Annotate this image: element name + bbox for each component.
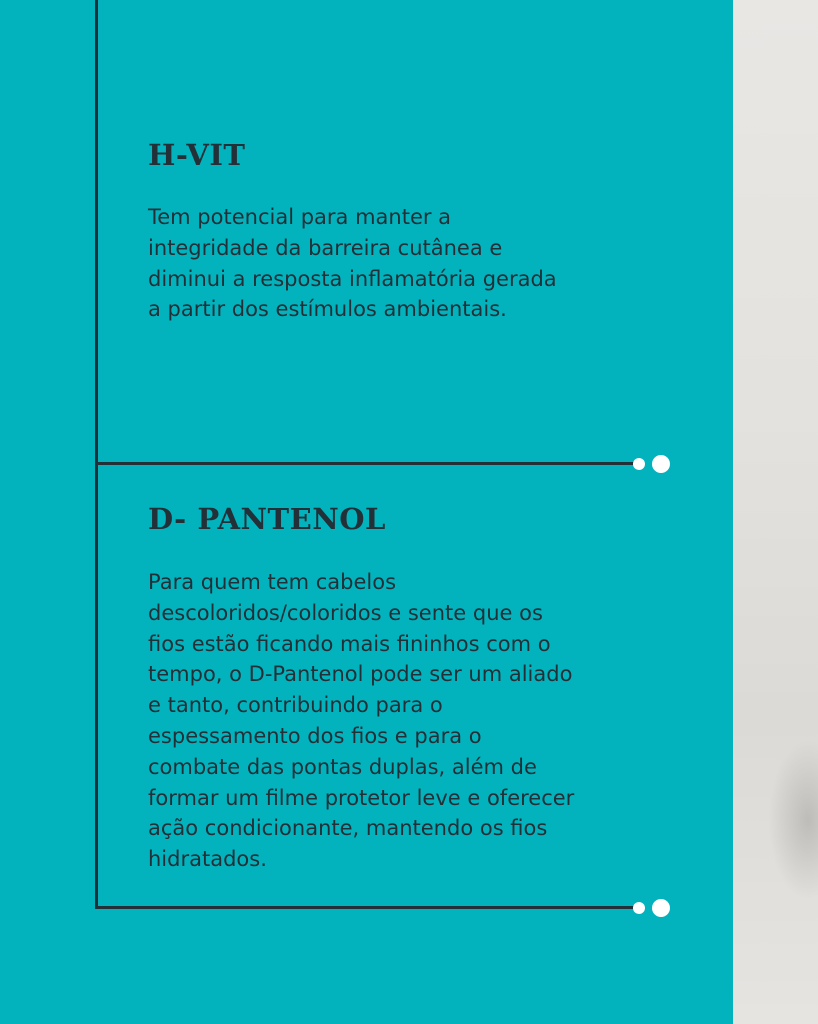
text-line: descoloridos/coloridos e sente que os <box>148 600 543 625</box>
section-divider-line <box>95 906 635 909</box>
text-line: hidratados. <box>148 847 267 872</box>
text-line: tempo, o D-Pantenol pode ser um aliado <box>148 662 573 687</box>
text-line: integridade da barreira cutânea e <box>148 235 503 260</box>
dot-icon <box>652 455 670 473</box>
section-title-d-pantenol: D- PANTENOL <box>148 502 386 536</box>
text-line: e tanto, contribuindo para o <box>148 693 443 718</box>
photo-shadow <box>768 740 818 900</box>
text-line: diminui a resposta inflamatória gerada <box>148 266 557 291</box>
section-text-h-vit <box>148 202 557 325</box>
text-line: combate das pontas duplas, além de <box>148 754 537 779</box>
text-line: a partir dos estímulos ambientais. <box>148 297 507 322</box>
background-photo-strip <box>733 0 818 1024</box>
text-line: Tem potencial para manter a <box>148 205 452 229</box>
text-line: Para quem tem cabelos <box>148 570 397 594</box>
section-text-d-pantenol <box>148 567 574 875</box>
dot-icon <box>633 902 645 914</box>
timeline-vertical-line <box>95 0 98 909</box>
text-line: espessamento dos fios e para o <box>148 723 482 748</box>
dot-icon <box>652 899 670 917</box>
section-title-h-vit: H-VIT <box>148 138 246 172</box>
text-line: formar um filme protetor leve e oferecer <box>148 785 575 810</box>
text-line: fios estão ficando mais fininhos com o <box>148 631 551 656</box>
dot-icon <box>633 458 645 470</box>
text-line: ação condicionante, mantendo os fios <box>148 816 548 841</box>
section-divider-line <box>95 462 635 465</box>
